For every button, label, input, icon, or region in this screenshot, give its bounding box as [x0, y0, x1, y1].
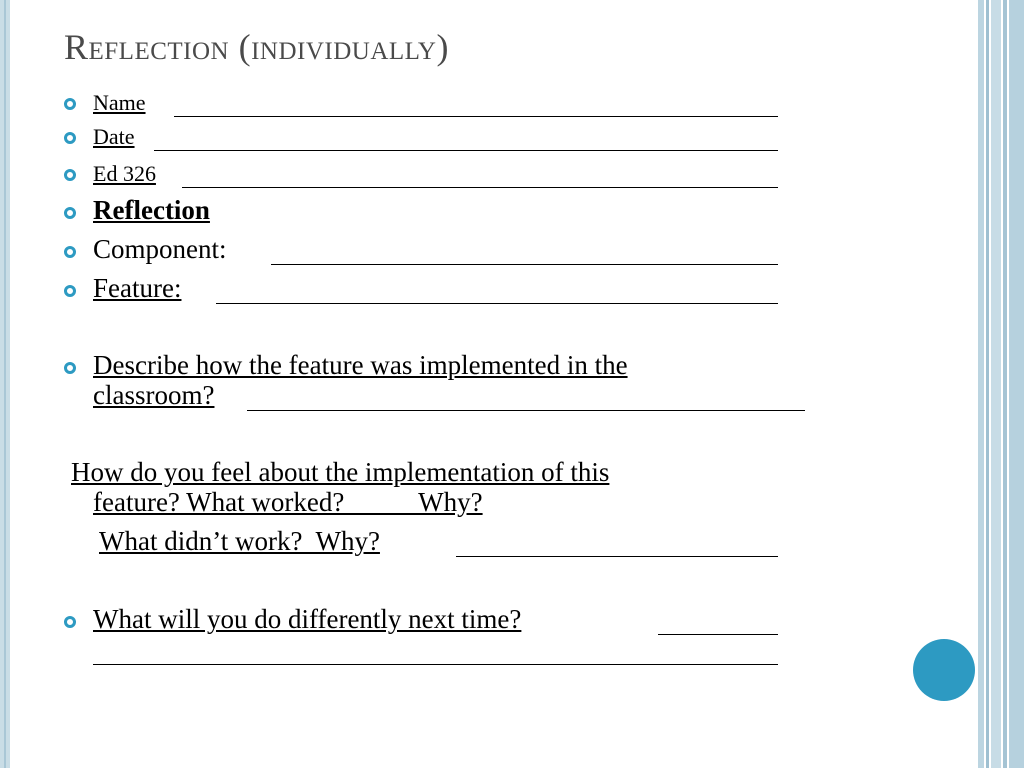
course-label: Ed 326 — [93, 161, 156, 186]
describe-blank[interactable] — [247, 410, 805, 411]
decorative-circle-icon — [913, 639, 975, 701]
date-blank[interactable] — [154, 150, 778, 151]
bullet-icon — [64, 362, 76, 374]
bullet-icon — [64, 98, 76, 110]
didnt-work-question: What didn’t work? Why? — [99, 526, 380, 556]
describe-question-line1: Describe how the feature was implemented in the — [93, 350, 628, 380]
reflection-heading: Reflection — [93, 195, 210, 225]
course-blank[interactable] — [182, 187, 778, 188]
right-stripe-decoration — [978, 0, 1024, 768]
didnt-work-blank[interactable] — [456, 556, 778, 557]
feel-question-line1: How do you feel about the implementation of this — [71, 457, 610, 487]
bullet-icon — [64, 132, 76, 144]
bullet-icon — [64, 246, 76, 258]
differently-question: What will you do differently next time? — [93, 604, 522, 634]
describe-question-line2: classroom? — [93, 380, 215, 410]
bullet-icon — [64, 207, 76, 219]
left-border-decoration — [0, 0, 10, 768]
component-blank[interactable] — [271, 264, 778, 265]
date-label: Date — [93, 124, 135, 149]
component-label: Component: — [93, 234, 227, 264]
feature-label: Feature: — [93, 273, 182, 303]
bullet-icon — [64, 285, 76, 297]
feature-blank[interactable] — [216, 303, 778, 304]
feel-question-line2: feature? What worked? Why? — [93, 487, 483, 517]
bullet-icon — [64, 169, 76, 181]
differently-blank-1[interactable] — [658, 634, 778, 635]
name-label: Name — [93, 90, 146, 115]
slide-title: Reflection (individually) — [64, 27, 449, 67]
differently-blank-2[interactable] — [93, 664, 778, 665]
bullet-icon — [64, 616, 76, 628]
name-blank[interactable] — [174, 116, 778, 117]
